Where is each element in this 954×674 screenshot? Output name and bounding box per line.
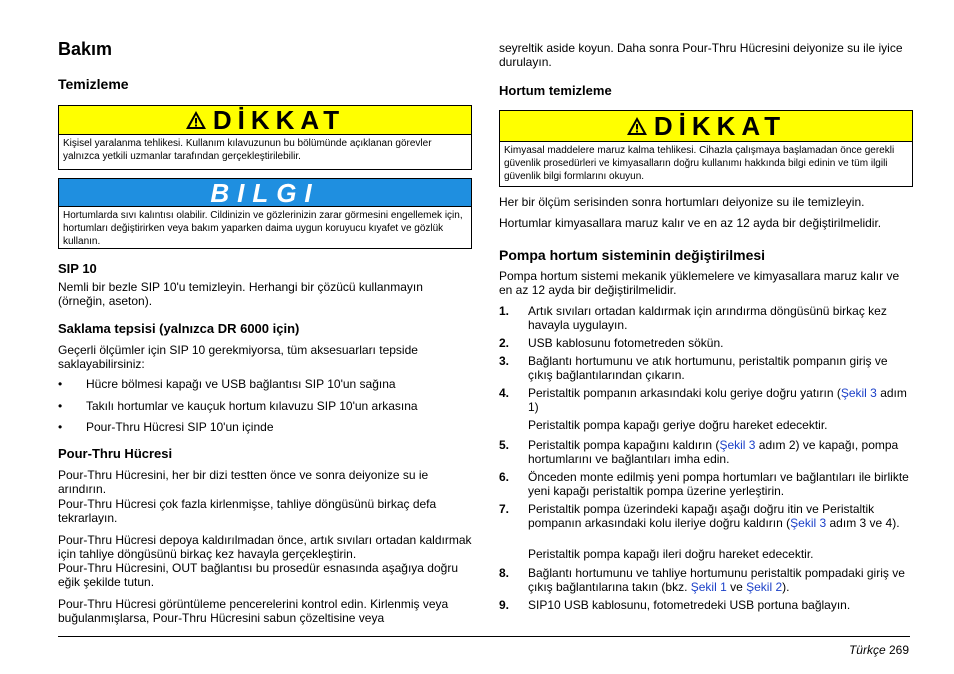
bullet-icon: • (58, 420, 63, 434)
warning-header (500, 111, 912, 142)
warning-header (59, 106, 471, 135)
pourthru-para-4: Pour-Thru Hücresini, OUT bağlantısı bu prosedür esnasında aşağıya doğru eğik şekilde tutun. (58, 561, 458, 589)
continuation-text: seyreltik aside koyun. Daha sonra Pour-Thru Hücresini deiyonize su ile iyice durulayın. (499, 41, 903, 69)
footer-divider (58, 636, 910, 637)
warning-triangle-icon (626, 116, 648, 136)
pourthru-para-3: Pour-Thru Hücresi depoya kaldırılmadan önce, artık sıvıları ortadan kaldırmak için tahliye döngüsünü birkaç kez havayla gerçekleştirin. (58, 533, 472, 561)
footer-language: Türkçe (848, 643, 886, 657)
figure-link[interactable]: Şekil 3 (719, 438, 756, 452)
figure-link[interactable]: Şekil 2 (746, 580, 783, 594)
bullet-icon: • (58, 377, 63, 391)
page-number: 269 (888, 643, 909, 657)
info-header (59, 179, 471, 207)
bullet-icon: • (58, 399, 63, 413)
section-title: Bakım (58, 39, 113, 59)
figure-link[interactable]: Şekil 3 (840, 386, 877, 400)
warning-header-text: DİKKAT (653, 111, 787, 141)
figure-link[interactable]: Şekil 1 (690, 580, 727, 594)
info-header-text: BILGI (210, 177, 320, 208)
info-text: Hortumlarda sıvı kalıntısı olabilir. Cildinizin ve gözlerinizin zarar görmesini engellemek için, hortumları değiştirirken veya bakım yaparken daima uygun koruyucu kıyafet ve gözlük kullanın. (63, 210, 463, 247)
info-box (58, 178, 472, 249)
storage-text: Geçerli ölçümler için SIP 10 gerekmiyorsa, tüm aksesuarları tepside saklayabilirsiniz: (58, 343, 418, 371)
page-footer (849, 643, 909, 657)
hose-cleaning-heading: Hortum temizleme (499, 83, 612, 98)
warning-text: Kimyasal maddelere maruz kalma tehlikesi. Cihazla çalışmaya başlamadan önce gerekli güvenlik prosedürleri ve kimyasalların doğru kullanımı hakkında bilgi edinin ve tüm ilgili güvenlik bilgi formlarını okuyun. (504, 145, 895, 182)
storage-heading: Saklama tepsisi (yalnızca DR 6000 için) (58, 321, 300, 336)
warning-box (58, 105, 472, 170)
hose-para-2: Hortumlar kimyasallara maruz kalır ve en az 12 ayda bir değiştirilmelidir. (499, 216, 882, 230)
pourthru-para-5: Pour-Thru Hücresi görüntüleme pencerelerini kontrol edin. Kirlenmiş veya buğulanmışlarsa, Pour-Thru Hücresini sabun çözeltisine veya (58, 597, 449, 625)
cleaning-heading: Temizleme (58, 76, 129, 92)
hose-para-1: Her bir ölçüm serisinden sonra hortumları deiyonize su ile temizleyin. (499, 195, 865, 209)
pump-heading: Pompa hortum sisteminin değiştirilmesi (499, 247, 766, 263)
sip10-heading: SIP 10 (58, 261, 97, 276)
pourthru-para-1: Pour-Thru Hücresini, her bir dizi testten önce ve sonra deiyonize su ie arındırın. (58, 468, 429, 496)
pump-intro: Pompa hortum sistemi mekanik yüklemelere ve kimyasallara maruz kalır ve en az 12 ayda bir değiştirilmelidir. (499, 269, 900, 297)
pourthru-heading: Pour-Thru Hücresi (58, 446, 173, 461)
sip10-text: Nemli bir bezle SIP 10'u temizleyin. Herhangi bir çözücü kullanmayın (örneğin, aseton). (58, 280, 423, 308)
warning-box (499, 110, 913, 187)
warning-header-text: DİKKAT (212, 105, 346, 135)
warning-text: Kişisel yaralanma tehlikesi. Kullanım kılavuzunun bu bölümünde açıklanan görevler yalnızca yetkili uzmanlar tarafından gerçekleştirilebilir. (63, 138, 432, 162)
warning-triangle-icon (185, 110, 207, 130)
pourthru-para-2: Pour-Thru Hücresi çok fazla kirlenmişse, tahliye döngüsünü birkaç defa tekrarlayın. (58, 497, 437, 525)
figure-link[interactable]: Şekil 3 (790, 516, 827, 530)
